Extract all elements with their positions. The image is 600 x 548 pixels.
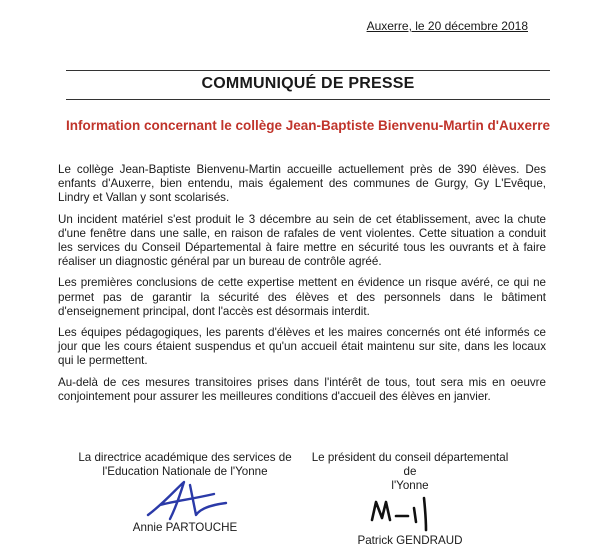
subtitle: Information concernant le collège Jean-Baptiste Bienvenu-Martin d'Auxerre — [65, 118, 551, 133]
signatory-role: La directrice académique des services de — [78, 451, 292, 464]
signatory-role: l'Education Nationale de l'Yonne — [102, 465, 268, 479]
title-rule-top — [66, 70, 550, 71]
signatory-role: Le président du conseil départemental de — [311, 451, 509, 479]
signature-block-right — [305, 451, 515, 548]
signatory-role: l'Yonne — [391, 479, 429, 493]
press-release-body — [58, 163, 546, 411]
signatory-name: Patrick GENDRAUD — [357, 533, 463, 547]
date-line: Auxerre, le 20 décembre 2018 — [366, 19, 528, 33]
handwritten-signature-right — [350, 494, 470, 534]
paragraph: Au-delà de ces mesures transitoires prises dans l'intérêt de tous, tout sera mis en oeuvre conjointement pour assurer les meilleures conditions d'accueil des élèves en janvier. — [58, 375, 546, 403]
paragraph: Les équipes pédagogiques, les parents d'élèves et les maires concernés ont été informés ce jour que les cours étaient suspendus et qu'un accueil était maintenu sur site, dans les locaux qui le permettent. — [58, 326, 546, 368]
paragraph: Le collège Jean-Baptiste Bienvenu-Martin accueille actuellement près de 390 élèves. Des enfants d'Auxerre, bien entendu, mais également des communes de Gurgy, Gy L'Evêque, Lindry et Vallan y sont scolarisés. — [58, 163, 546, 205]
signature-block-left — [60, 451, 310, 536]
handwritten-signature-left — [130, 479, 240, 523]
paragraph: Un incident matériel s'est produit le 3 décembre au sein de cet établissement, avec la chute d'une fenêtre dans une salle, en raison de rafales de vent violentes. Cette situation a conduit les services du Conseil Départemental à faire mettre en sécurité tous les ouvrants et à faire réaliser un diagnostic général par un bureau de contrôle agréé. — [58, 212, 546, 269]
paragraph: Les premières conclusions de cette expertise mettent en évidence un risque avéré, ce qui ne permet pas de garantir la sécurité des élèves et des personnels dans le bâtiment d'enseignement principal, dont l'accès est désormais interdit. — [58, 276, 546, 318]
signatory-name: Annie PARTOUCHE — [132, 521, 238, 535]
page-title: COMMUNIQUÉ DE PRESSE — [201, 75, 415, 92]
title-rule-bottom — [66, 99, 550, 100]
